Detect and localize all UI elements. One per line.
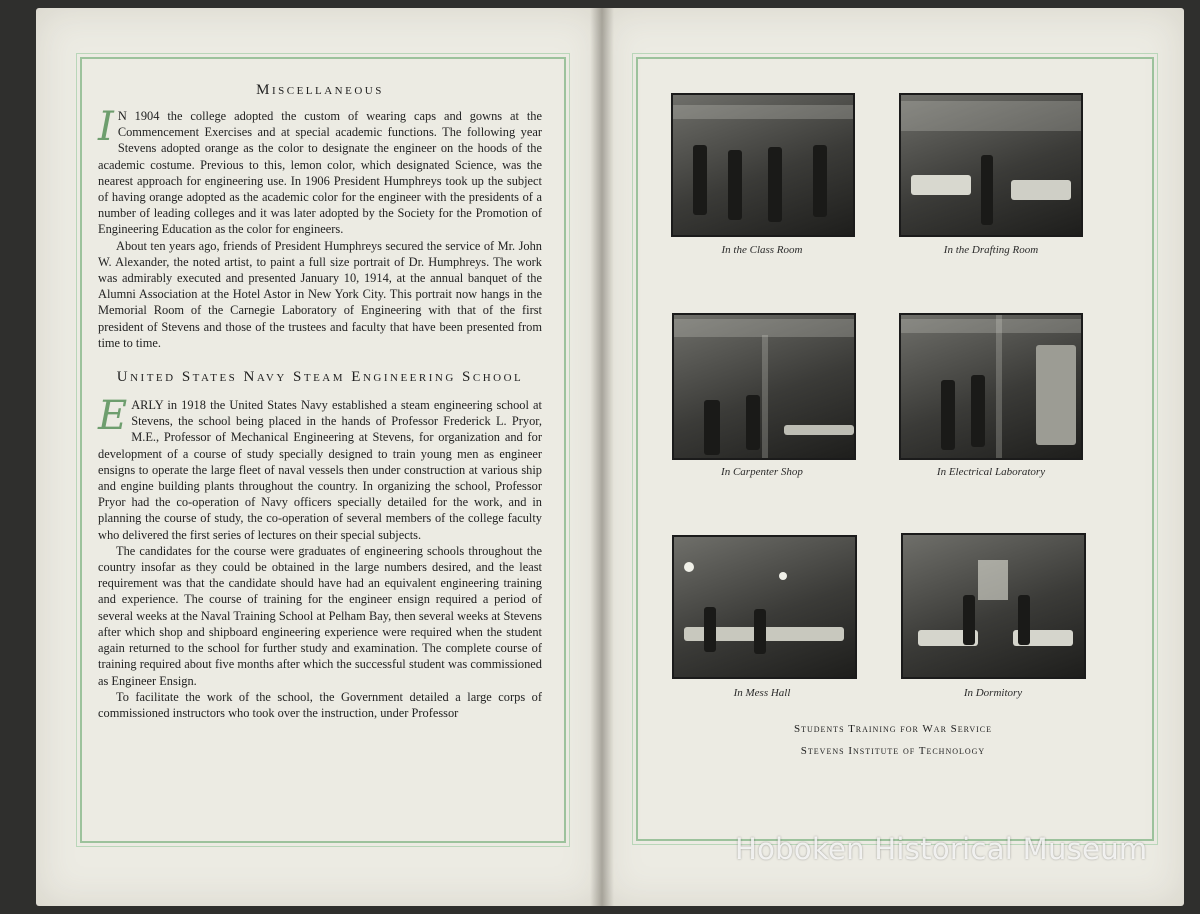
photo-drafting-room xyxy=(899,93,1083,237)
photo-carpenter-shop xyxy=(672,313,856,460)
photo-class-room xyxy=(671,93,855,237)
photo-electrical-laboratory xyxy=(899,313,1083,460)
caption-dormitory: In Dormitory xyxy=(963,687,1023,699)
museum-watermark: Hoboken Historical Museum xyxy=(735,832,1148,866)
caption-mess-hall: In Mess Hall xyxy=(733,687,791,699)
footer-title: Students Training for War Service xyxy=(793,723,993,735)
photo-mess-hall xyxy=(672,535,857,679)
caption-electrical-laboratory: In Electrical Laboratory xyxy=(936,466,1046,478)
caption-carpenter-shop: In Carpenter Shop xyxy=(721,466,803,478)
caption-class-room: In the Class Room xyxy=(721,244,803,256)
navy-paragraph-1 xyxy=(98,393,542,543)
drop-cap-i: I xyxy=(98,104,114,150)
navy-school-heading: United States Navy Steam Engineering School xyxy=(116,369,524,386)
navy-paragraph-1-text: ARLY in 1918 the United States Navy established a steam engineering school at Stevens, the school being placed in the hands of Professor Frederick L. Pryor, M.E., Professor of Mechanical Engineering at Stevens, for organization and for development of a course of study specially designed to train young men as engineer ensigns to operate the large fleet of naval vessels then under construction at various ship and engine building plants throughout the country. In organizing the school, Professor Pryor had the co-operation of Navy officers specially detailed for the work, and in planning the course of study, the co-operation of several members of the college faculty who delivered the first series of lectures on their special subjects. xyxy=(98,398,542,542)
misc-paragraph-2: About ten years ago, friends of President Humphreys secured the service of Mr. John W. Alexander, the noted artist, to paint a full size portrait of Dr. Humphreys. The work was admirably executed and presented January 10, 1914, at the annual banquet of the Alumni Association at the Hotel Astor in New York City. This portrait now hangs in the Memorial Room of the Carnegie Laboratory of Engineering with that of the first president of Stevens and those of the trustees and faculty that have been presented from time to time. xyxy=(98,238,542,350)
book-gutter xyxy=(590,8,614,906)
misc-paragraph-1-text: N 1904 the college adopted the custom of wearing caps and gowns at the Commencement Exercises and at special academic functions. The following year Stevens adopted orange as the color to designate the engineer on the hoods of the academic costume. Previous to this, lemon color, which designated Science, was the nearest approach for engineering use. In 1906 President Humphreys took up the subject of having orange adopted as the academic color for the engineer with the presidents of a number of leading colleges and it was later adopted by the Society for the Promotion of Engineering Education as the color for engineers. xyxy=(98,109,542,237)
navy-paragraph-3: To facilitate the work of the school, the Government detailed a large corps of commissioned instructors who took over the instruction, under Professor xyxy=(98,689,542,720)
left-text-column xyxy=(98,80,542,721)
miscellaneous-heading: Miscellaneous xyxy=(256,82,384,98)
misc-paragraph-1 xyxy=(98,104,542,238)
navy-paragraph-2: The candidates for the course were graduates of engineering schools throughout the country insofar as they could be obtained in the large numbers desired, and the least requirement was that the candidate should have had an equivalent engineering training and experience. The course of training for the engineer ensign required a period of several weeks at the Naval Training School at Pelham Bay, then several weeks at Stevens after which shop and shipboard engineering experience were required when the student again returned to the school for further study and examination. The complete course of training required about five months after which the successful student was commissioned as Engineer Ensign. xyxy=(98,543,542,688)
footer-subtitle: Stevens Institute of Technology xyxy=(800,745,986,757)
caption-drafting-room: In the Drafting Room xyxy=(943,244,1039,256)
drop-cap-e: E xyxy=(98,393,128,440)
photo-dormitory xyxy=(901,533,1086,679)
